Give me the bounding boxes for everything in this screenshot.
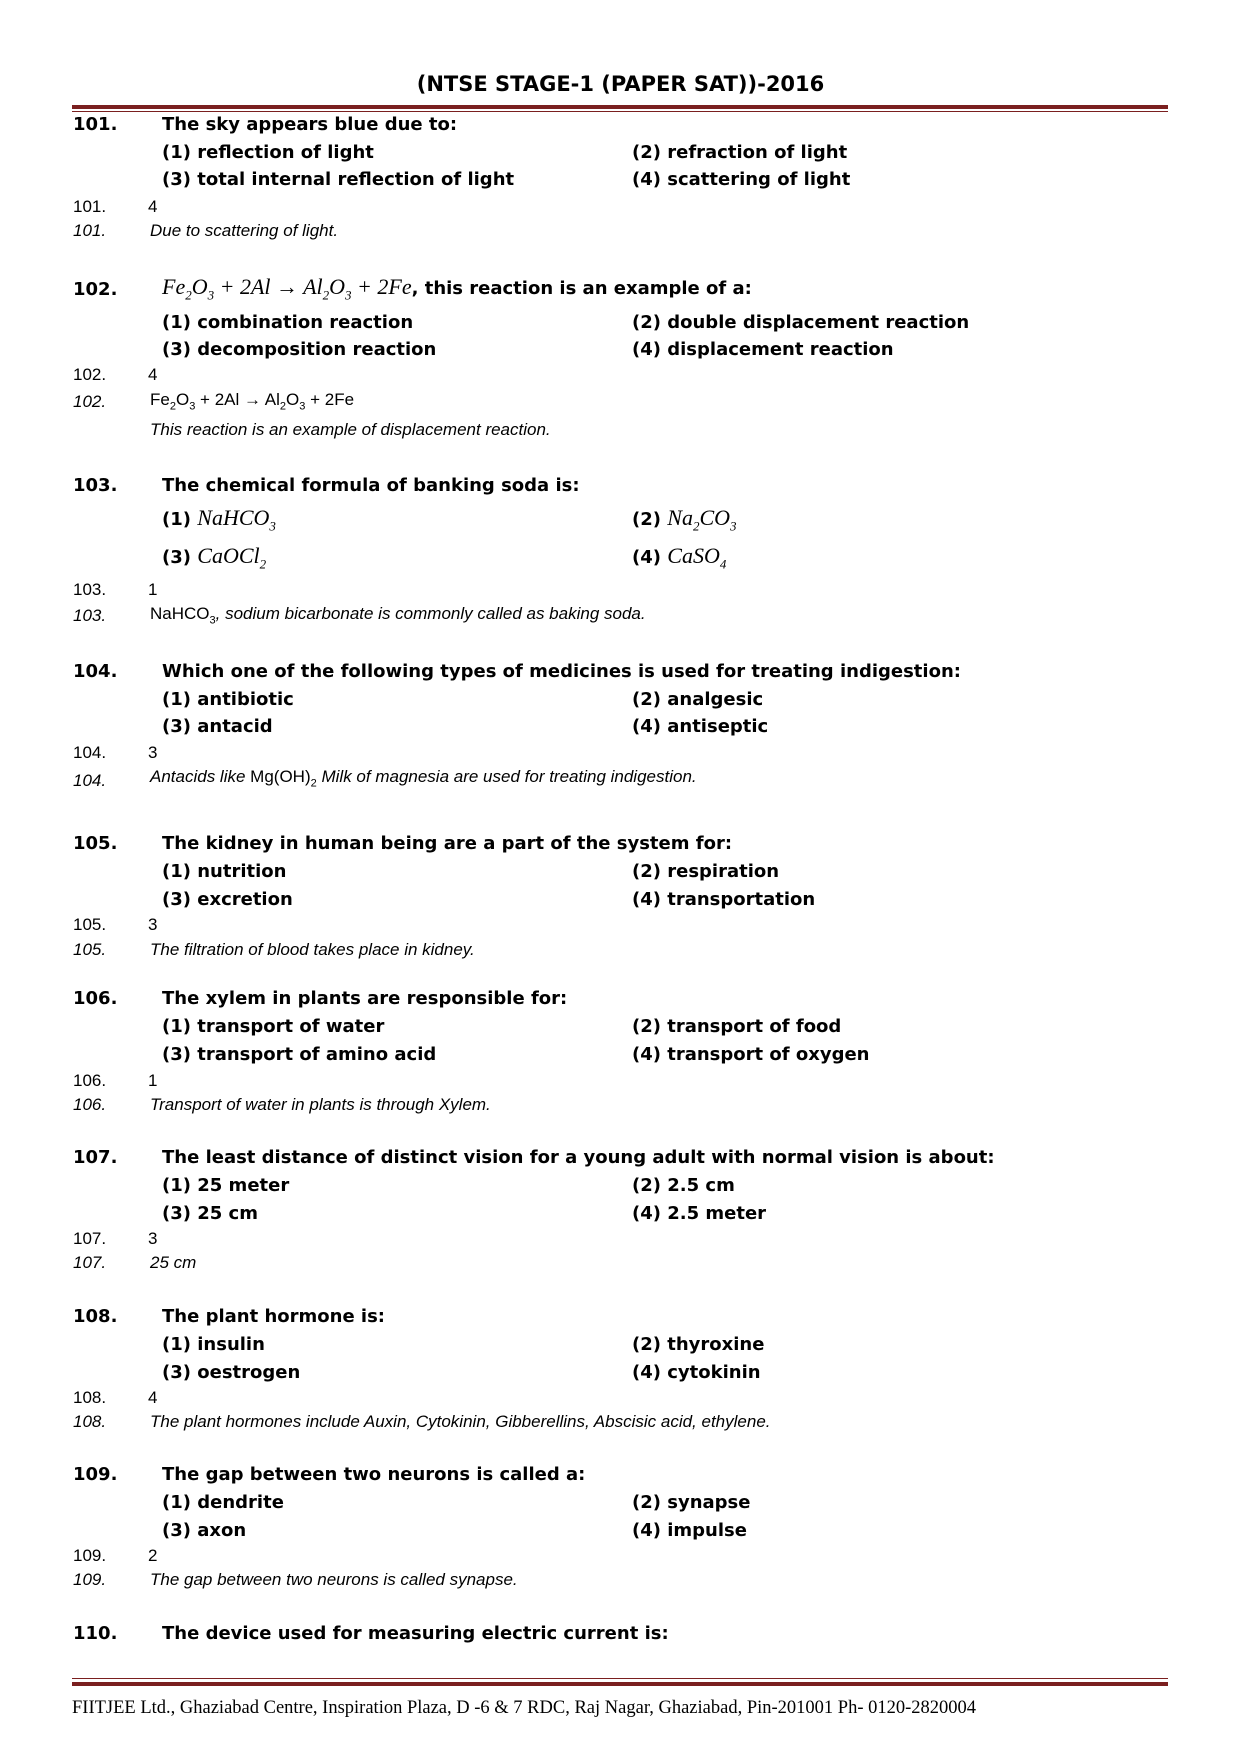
answer-value: 4 xyxy=(148,197,158,216)
solution-text: The plant hormones include Auxin, Cytokinin, Gibberellins, Abscisic acid, ethylene. xyxy=(150,1412,771,1431)
answer-value: 3 xyxy=(148,743,158,762)
solution-number: 104. xyxy=(73,771,107,790)
option-4: (4) transportation xyxy=(632,889,816,910)
option-2: (2) $Na_2CO_3$ xyxy=(632,505,737,534)
solution-number: 106. xyxy=(73,1095,107,1114)
solution-text: NaHCO$_3$, sodium bicarbonate is commonly called as baking soda. xyxy=(150,604,646,627)
solution-text: The gap between two neurons is called synapse. xyxy=(150,1570,518,1589)
option-3: (3) total internal reflection of light xyxy=(162,169,515,190)
option-3: (3) transport of amino acid xyxy=(162,1044,437,1065)
solution-text: Antacids like $Mg(OH)_2$ Milk of magnesia are used for treating indigestion. xyxy=(150,767,697,790)
question-text: Which one of the following types of medicines is used for treating indigestion: xyxy=(162,661,961,682)
answer-number: 102. xyxy=(73,365,107,384)
solution-number: 109. xyxy=(73,1570,107,1589)
option-2: (2) analgesic xyxy=(632,689,764,710)
option-1: (1) antibiotic xyxy=(162,689,294,710)
reaction-equation: $Fe_2O_3 + 2Al \to Al_2O_3 + 2Fe$ xyxy=(162,274,412,303)
solution-text: Transport of water in plants is through Xylem. xyxy=(150,1095,491,1114)
answer-value: 3 xyxy=(148,1229,158,1248)
solution-equation: $Fe_2O_3 + 2Al \to Al_2O_3 + 2Fe$ xyxy=(150,390,355,413)
answer-number: 103. xyxy=(73,580,107,599)
option-1: (1) nutrition xyxy=(162,861,287,882)
answer-number: 105. xyxy=(73,915,107,934)
option-2: (2) respiration xyxy=(632,861,780,882)
solution-text: Due to scattering of light. xyxy=(150,221,339,240)
option-2: (2) thyroxine xyxy=(632,1334,765,1355)
question-number: 105. xyxy=(73,833,118,854)
question-text: The gap between two neurons is called a: xyxy=(162,1464,586,1485)
question-text: The kidney in human being are a part of the system for: xyxy=(162,833,733,854)
question-number: 104. xyxy=(73,661,118,682)
option-3: (3) decomposition reaction xyxy=(162,339,437,360)
answer-value: 3 xyxy=(148,915,158,934)
option-3: (3) excretion xyxy=(162,889,293,910)
option-4: (4) scattering of light xyxy=(632,169,851,190)
answer-value: 1 xyxy=(148,1071,158,1090)
question-number: 102. xyxy=(73,279,118,300)
question-number: 108. xyxy=(73,1306,118,1327)
page-footer: FIITJEE Ltd., Ghaziabad Centre, Inspiration Plaza, D -6 & 7 RDC, Raj Nagar, Ghaziabad, Pin-201001 Ph- 0120-2820004 xyxy=(72,1698,977,1718)
option-4: (4) impulse xyxy=(632,1520,747,1541)
option-2: (2) synapse xyxy=(632,1492,751,1513)
answer-number: 106. xyxy=(73,1071,107,1090)
footer-rule-thick xyxy=(72,1682,1168,1686)
answer-value: 4 xyxy=(148,365,158,384)
question-text: The sky appears blue due to: xyxy=(162,114,458,135)
solution-number: 101. xyxy=(73,221,107,240)
option-1: (1) dendrite xyxy=(162,1492,284,1513)
question-text: The chemical formula of banking soda is: xyxy=(162,475,580,496)
solution-text: The filtration of blood takes place in kidney. xyxy=(150,940,475,959)
question-text: The xylem in plants are responsible for: xyxy=(162,988,568,1009)
option-4: (4) transport of oxygen xyxy=(632,1044,870,1065)
question-number: 103. xyxy=(73,475,118,496)
option-1: (1) transport of water xyxy=(162,1016,385,1037)
option-3: (3) CaOCl$_2$ xyxy=(162,543,267,572)
solution-number: 108. xyxy=(73,1412,107,1431)
question-text-suffix: , this reaction is an example of a: xyxy=(411,278,752,299)
question-number: 101. xyxy=(73,114,118,135)
option-1: (1) NaHCO$_3$ xyxy=(162,505,276,534)
answer-number: 107. xyxy=(73,1229,107,1248)
answer-number: 104. xyxy=(73,743,107,762)
option-2: (2) refraction of light xyxy=(632,142,848,163)
option-3: (3) axon xyxy=(162,1520,247,1541)
option-3: (3) 25 cm xyxy=(162,1203,258,1224)
question-text: The least distance of distinct vision for a young adult with normal vision is about: xyxy=(162,1147,995,1168)
solution-number: 105. xyxy=(73,940,107,959)
solution-number: 102. xyxy=(73,392,107,411)
option-3: (3) antacid xyxy=(162,716,273,737)
question-number: 107. xyxy=(73,1147,118,1168)
option-1: (1) reflection of light xyxy=(162,142,374,163)
question-text: The plant hormone is: xyxy=(162,1306,386,1327)
option-4: (4) displacement reaction xyxy=(632,339,894,360)
question-text: The device used for measuring electric current is: xyxy=(162,1623,669,1644)
option-2: (2) transport of food xyxy=(632,1016,842,1037)
answer-value: 4 xyxy=(148,1388,158,1407)
solution-number: 103. xyxy=(73,606,107,625)
page-header: (NTSE STAGE-1 (PAPER SAT))-2016 xyxy=(416,72,825,96)
option-4: (4) 2.5 meter xyxy=(632,1203,767,1224)
question-number: 109. xyxy=(73,1464,118,1485)
option-3: (3) oestrogen xyxy=(162,1362,301,1383)
answer-value: 1 xyxy=(148,580,158,599)
option-4: (4) CaSO$_4$ xyxy=(632,543,727,572)
solution-text: This reaction is an example of displacement reaction. xyxy=(150,420,551,439)
answer-value: 2 xyxy=(148,1546,158,1565)
question-number: 106. xyxy=(73,988,118,1009)
option-4: (4) antiseptic xyxy=(632,716,769,737)
answer-number: 109. xyxy=(73,1546,107,1565)
question-text xyxy=(162,274,752,303)
option-2: (2) 2.5 cm xyxy=(632,1175,735,1196)
solution-number: 107. xyxy=(73,1253,107,1272)
option-2: (2) double displacement reaction xyxy=(632,312,970,333)
answer-number: 101. xyxy=(73,197,107,216)
option-1: (1) insulin xyxy=(162,1334,265,1355)
answer-number: 108. xyxy=(73,1388,107,1407)
option-1: (1) 25 meter xyxy=(162,1175,290,1196)
footer-rule-thin xyxy=(72,1678,1168,1679)
option-1: (1) combination reaction xyxy=(162,312,414,333)
option-4: (4) cytokinin xyxy=(632,1362,761,1383)
solution-text: 25 cm xyxy=(150,1253,197,1272)
question-number: 110. xyxy=(73,1623,118,1644)
